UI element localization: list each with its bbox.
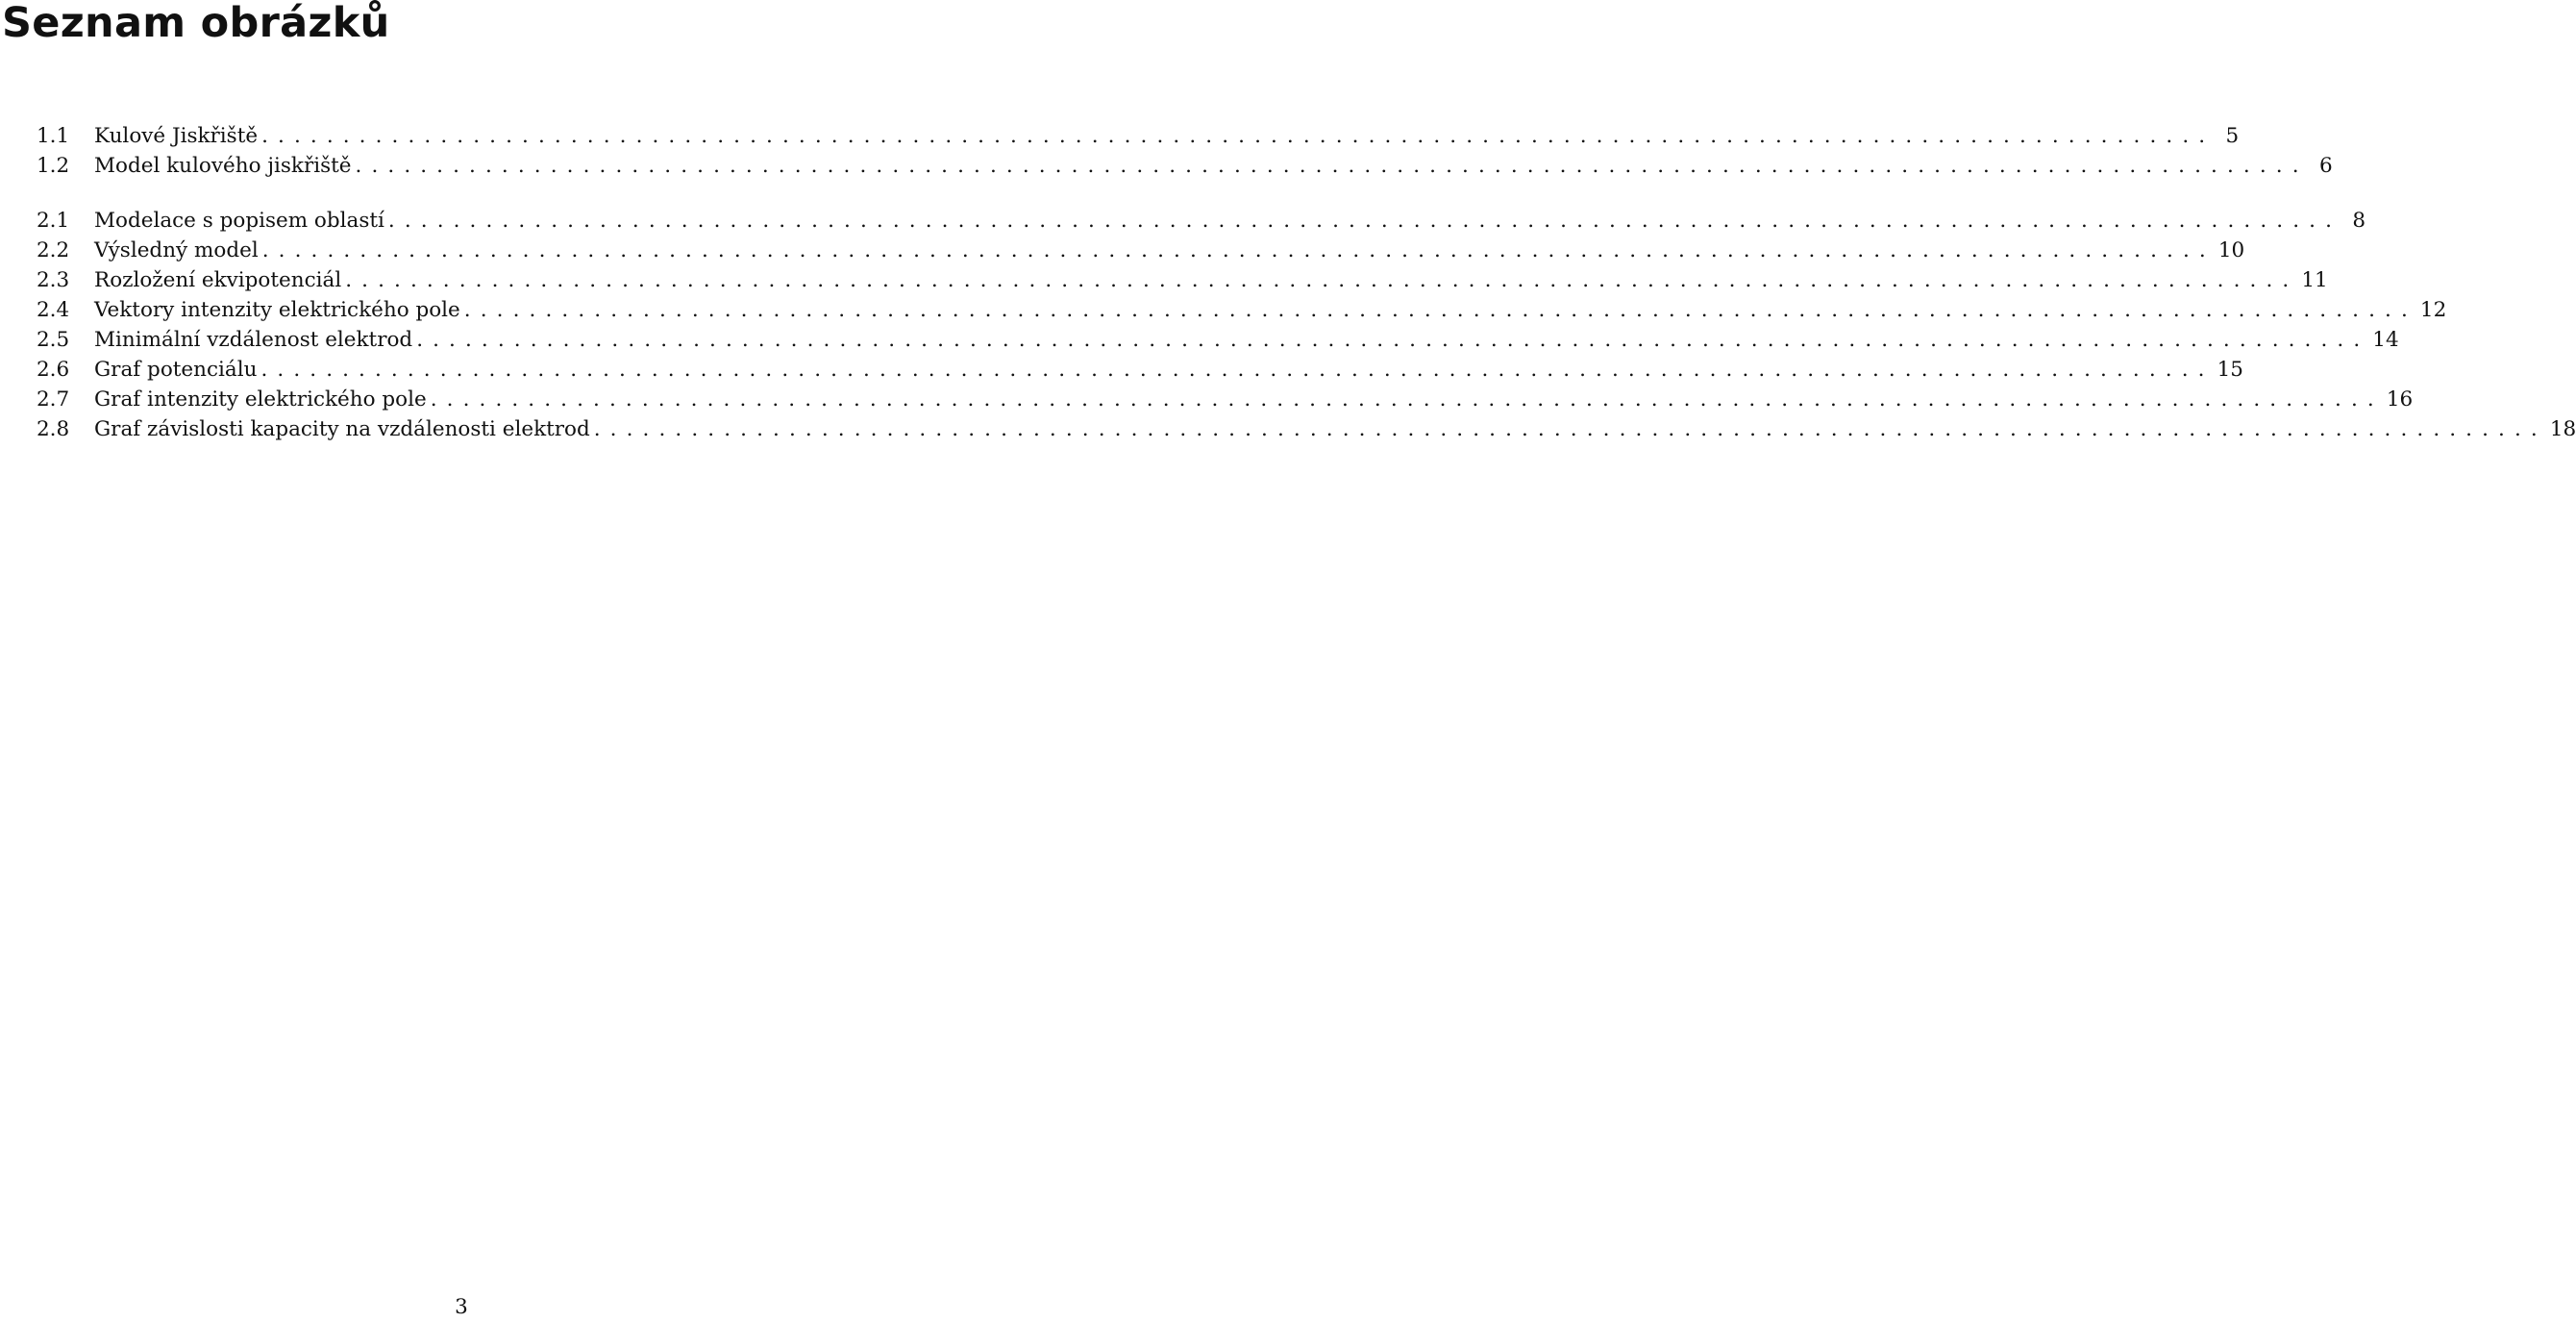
figure-entry-2-8[interactable] bbox=[37, 414, 2576, 444]
figure-entry-2-4[interactable] bbox=[37, 295, 2447, 325]
figure-page-number: 8 bbox=[2352, 209, 2365, 233]
dot-leader: ........................................................................................................................ bbox=[261, 124, 2216, 148]
figure-entry-2-5[interactable] bbox=[37, 325, 2399, 355]
figure-number: 1.1 bbox=[37, 124, 70, 148]
figure-number: 1.2 bbox=[37, 154, 70, 178]
dot-leader: ........................................................................................................................ bbox=[387, 209, 2341, 233]
dot-leader: ........................................................................................................................ bbox=[463, 298, 2417, 322]
figure-entry-2-2[interactable] bbox=[37, 236, 2245, 265]
figure-number: 2.7 bbox=[37, 387, 70, 412]
figure-entry-2-1[interactable] bbox=[37, 206, 2365, 236]
figure-caption: Graf potenciálu bbox=[94, 358, 258, 382]
figure-page-number: 14 bbox=[2372, 328, 2399, 352]
figure-caption: Výsledný model bbox=[94, 238, 259, 262]
figure-page-number: 16 bbox=[2386, 387, 2414, 412]
figure-caption: Graf intenzity elektrického pole bbox=[94, 387, 427, 412]
figure-number: 2.2 bbox=[37, 238, 70, 262]
figure-page-number: 12 bbox=[2419, 298, 2447, 322]
dot-leader: ........................................................................................................................ bbox=[430, 387, 2384, 412]
figure-page-number: 6 bbox=[2318, 154, 2333, 178]
figure-caption: Kulové Jiskřiště bbox=[94, 124, 259, 148]
figure-caption: Rozložení ekvipotenciál bbox=[94, 268, 342, 292]
dot-leader: ........................................................................................................................ bbox=[416, 328, 2370, 352]
page-title: Seznam obrázků bbox=[2, 0, 390, 47]
figure-page-number: 11 bbox=[2301, 268, 2328, 292]
figure-caption: Graf závislosti kapacity na vzdálenosti elektrod bbox=[94, 417, 590, 441]
dot-leader: ........................................................................................................................ bbox=[261, 238, 2216, 262]
figure-entry-1-2[interactable] bbox=[37, 151, 2333, 181]
figure-number: 2.1 bbox=[37, 209, 70, 233]
figure-caption: Modelace s popisem oblastí bbox=[94, 209, 384, 233]
figure-number: 2.4 bbox=[37, 298, 70, 322]
figure-number: 2.5 bbox=[37, 328, 70, 352]
dot-leader: ........................................................................................................................ bbox=[260, 358, 2215, 382]
figure-page-number: 10 bbox=[2217, 238, 2245, 262]
figure-page-number: 5 bbox=[2225, 124, 2240, 148]
page-number: 3 bbox=[455, 1295, 468, 1319]
figure-entry-2-7[interactable] bbox=[37, 385, 2414, 414]
figure-caption: Vektory intenzity elektrického pole bbox=[94, 298, 460, 322]
figure-entry-1-1[interactable] bbox=[37, 121, 2240, 151]
figure-caption: Minimální vzdálenost elektrod bbox=[94, 328, 413, 352]
figure-page-number: 15 bbox=[2217, 358, 2243, 382]
figure-entry-2-3[interactable] bbox=[37, 265, 2328, 295]
figure-number: 2.6 bbox=[37, 358, 70, 382]
dot-leader: ........................................................................................................................ bbox=[355, 154, 2309, 178]
figure-caption: Model kulového jiskřiště bbox=[94, 154, 352, 178]
figure-number: 2.8 bbox=[37, 417, 70, 441]
dot-leader: ........................................................................................................................ bbox=[345, 268, 2299, 292]
figure-number: 2.3 bbox=[37, 268, 70, 292]
dot-leader: ........................................................................................................................ bbox=[593, 417, 2547, 441]
figure-entry-2-6[interactable] bbox=[37, 355, 2243, 385]
figure-page-number: 18 bbox=[2549, 417, 2576, 441]
